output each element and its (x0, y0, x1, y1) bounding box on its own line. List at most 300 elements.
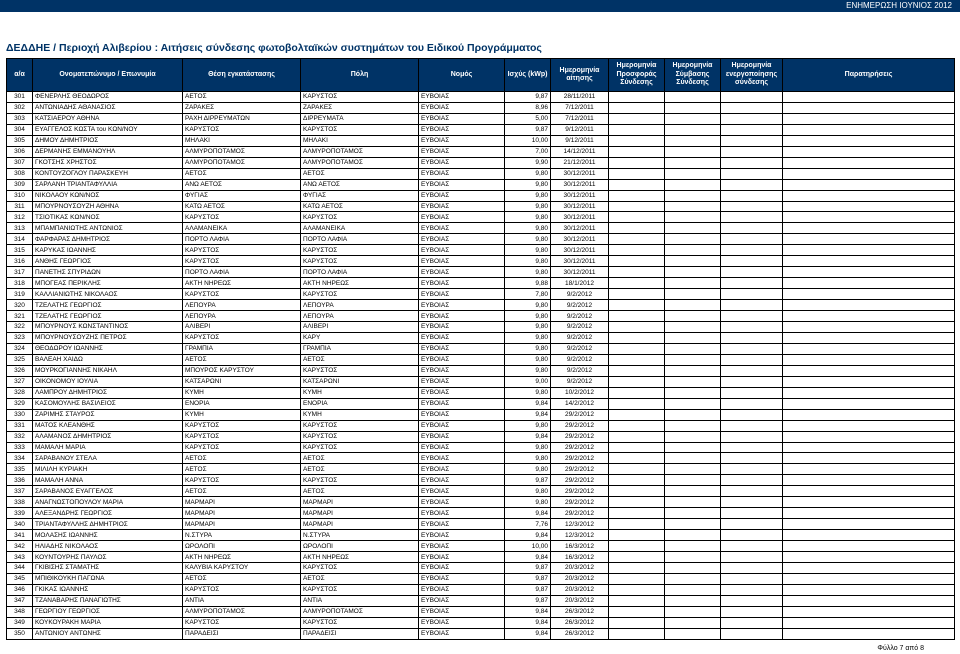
table-cell: ΚΑΡΥΣΤΟΣ (183, 124, 301, 135)
table-cell (721, 124, 783, 135)
table-row (7, 562, 955, 573)
table-cell: ΚΥΜΗ (301, 387, 419, 398)
table-cell (665, 376, 721, 387)
table-cell (721, 92, 783, 103)
table-cell (721, 519, 783, 530)
table-cell: ΚΑΡΥΣΤΟΣ (301, 289, 419, 300)
table-cell (721, 606, 783, 617)
table-cell: 28/11/2011 (551, 92, 609, 103)
table-cell: ΕΥΒΟΙΑΣ (419, 223, 505, 234)
table-cell: ΑΕΤΟΣ (183, 168, 301, 179)
table-cell: ΑΛΜΥΡΟΠΟΤΑΜΟΣ (301, 606, 419, 617)
table-cell: 9,80 (505, 223, 551, 234)
table-cell (609, 245, 665, 256)
table-cell (721, 376, 783, 387)
table-cell: ΚΑΡΥΣΤΟΣ (183, 475, 301, 486)
table-cell: ΕΥΒΟΙΑΣ (419, 420, 505, 431)
table-cell: 18/1/2012 (551, 278, 609, 289)
table-cell: ΕΥΒΟΙΑΣ (419, 102, 505, 113)
table-cell: ΚΑΡΥΣΤΟΣ (301, 475, 419, 486)
table-cell: 335 (7, 464, 33, 475)
table-row (7, 179, 955, 190)
table-cell: 9,80 (505, 442, 551, 453)
table-cell: 9,80 (505, 267, 551, 278)
table-cell: ΕΥΒΟΙΑΣ (419, 267, 505, 278)
table-cell (609, 92, 665, 103)
table-cell (609, 322, 665, 333)
table-cell: 303 (7, 113, 33, 124)
table-cell (783, 497, 955, 508)
table-cell: ΑΛΙΒΕΡΙ (301, 322, 419, 333)
table-cell: ΕΥΒΟΙΑΣ (419, 245, 505, 256)
table-cell: ΜΠΟΓΕΑΣ ΠΕΡΙΚΛΗΣ (33, 278, 183, 289)
table-cell: 7,76 (505, 519, 551, 530)
table-cell: ΤΡΙΑΝΤΑΦΥΛΛΗΣ ΔΗΜΗΤΡΙΟΣ (33, 519, 183, 530)
table-cell (609, 409, 665, 420)
table-cell: 9,80 (505, 322, 551, 333)
table-cell: 14/2/2012 (551, 398, 609, 409)
table-cell (721, 497, 783, 508)
table-cell (721, 530, 783, 541)
table-cell: 29/2/2012 (551, 442, 609, 453)
table-cell (721, 267, 783, 278)
table-cell: ΕΥΒΟΙΑΣ (419, 464, 505, 475)
table-cell: 16/3/2012 (551, 541, 609, 552)
table-cell: 9/2/2012 (551, 300, 609, 311)
table-cell: ΑΕΤΟΣ (301, 573, 419, 584)
table-cell: ΜΑΡΜΑΡΙ (183, 508, 301, 519)
table-cell: ΚΟΝΤΟΥΖΟΓΛΟΥ ΠΑΡΑΣΚΕΥΗ (33, 168, 183, 179)
table-row (7, 365, 955, 376)
table-cell: 9,80 (505, 212, 551, 223)
table-cell: ΕΥΒΟΙΑΣ (419, 453, 505, 464)
table-cell: ΚΑΛΥΒΙΑ ΚΑΡΥΣΤΟΥ (183, 562, 301, 573)
table-cell: ΕΥΒΟΙΑΣ (419, 584, 505, 595)
table-cell: 29/2/2012 (551, 464, 609, 475)
table-cell (609, 223, 665, 234)
table-cell: ΑΕΤΟΣ (183, 464, 301, 475)
table-cell: ΕΥΒΟΙΑΣ (419, 311, 505, 322)
table-cell: ΚΑΡΥΣΤΟΣ (301, 420, 419, 431)
table-cell: 333 (7, 442, 33, 453)
table-cell: ΜΑΤΟΣ ΚΛΕΑΝΘΗΣ (33, 420, 183, 431)
table-cell (783, 606, 955, 617)
table-cell: ΣΑΡΛΑΝΗ ΤΡΙΑΝΤΑΦΥΛΛΙΑ (33, 179, 183, 190)
table-row (7, 201, 955, 212)
table-cell: 10,00 (505, 135, 551, 146)
table-cell: 319 (7, 289, 33, 300)
table-cell: ΤΖΕΛΑΤΗΣ ΓΕΩΡΓΙΟΣ (33, 300, 183, 311)
table-cell: 9,80 (505, 464, 551, 475)
table-cell: 9,87 (505, 124, 551, 135)
table-cell: 29/2/2012 (551, 420, 609, 431)
table-cell (783, 584, 955, 595)
table-cell: ΕΝΟΡΙΑ (183, 398, 301, 409)
table-cell (665, 135, 721, 146)
column-header: Ισχύς (kWp) (505, 59, 551, 92)
table-cell (783, 267, 955, 278)
table-row (7, 322, 955, 333)
table-cell (609, 376, 665, 387)
table-cell: ΣΑΡΑΒΑΝΟΥ ΣΤΕΛΑ (33, 453, 183, 464)
table-cell: ΖΑΡΑΚΕΣ (301, 102, 419, 113)
table-cell (609, 365, 665, 376)
table-cell: 306 (7, 146, 33, 157)
table-cell (609, 584, 665, 595)
table-cell: ΕΥΒΟΙΑΣ (419, 530, 505, 541)
table-cell: ΕΥΒΟΙΑΣ (419, 595, 505, 606)
table-cell: ΚΑΡΥΣΤΟΣ (301, 562, 419, 573)
table-cell: 10,00 (505, 541, 551, 552)
table-cell: 30/12/2011 (551, 267, 609, 278)
table-cell: 9,80 (505, 245, 551, 256)
table-cell: ΚΑΡΥΣΤΟΣ (183, 442, 301, 453)
table-cell (783, 212, 955, 223)
table-cell: ΖΑΡΑΚΕΣ (183, 102, 301, 113)
table-cell: ΕΥΒΟΙΑΣ (419, 124, 505, 135)
table-cell: Ν.ΣΤΥΡΑ (301, 530, 419, 541)
table-cell: ΜΠΙΘΙΚΟΥΚΗ ΠΑΓΩΝΑ (33, 573, 183, 584)
table-cell: 328 (7, 387, 33, 398)
table-row (7, 464, 955, 475)
table-cell: 348 (7, 606, 33, 617)
table-cell: ΚΟΥΚΟΥΡΑΚΗ ΜΑΡΙΑ (33, 617, 183, 628)
table-cell: ΠΟΡΤΟ ΛΑΦΙΑ (183, 234, 301, 245)
table-cell (665, 398, 721, 409)
table-cell: ΜΑΡΜΑΡΙ (301, 508, 419, 519)
table-cell: ΕΥΒΟΙΑΣ (419, 617, 505, 628)
table-cell (609, 278, 665, 289)
table-cell (783, 113, 955, 124)
table-cell: ΜΟΥΡΚΟΓΙΑΝΝΗΣ ΝΙΚΑΗΛ (33, 365, 183, 376)
table-cell: 329 (7, 398, 33, 409)
table-cell: ΚΥΜΗ (183, 409, 301, 420)
table-cell (665, 486, 721, 497)
table-cell (665, 442, 721, 453)
table-cell (783, 464, 955, 475)
table-cell (665, 223, 721, 234)
table-cell: ΚΑΡΥΣΤΟΣ (301, 617, 419, 628)
table-cell: ΩΡΟΛΟΠΙ (183, 541, 301, 552)
table-cell (665, 245, 721, 256)
table-cell (783, 409, 955, 420)
table-cell (665, 464, 721, 475)
table-cell: ΚΑΡΥΣΤΟΣ (183, 420, 301, 431)
table-cell (665, 573, 721, 584)
table-cell (609, 289, 665, 300)
table-cell: ΕΥΒΟΙΑΣ (419, 332, 505, 343)
table-cell (783, 179, 955, 190)
table-cell: ΚΑΣΟΜΟΥΛΗΣ ΒΑΣΙΛΕΙΟΣ (33, 398, 183, 409)
table-cell: 9,87 (505, 584, 551, 595)
table-cell (721, 234, 783, 245)
table-cell: 320 (7, 300, 33, 311)
table-cell (721, 584, 783, 595)
table-body (7, 92, 955, 640)
table-row (7, 398, 955, 409)
table-cell (783, 628, 955, 639)
table-cell: ΔΗΜΟΥ ΔΗΜΗΤΡΙΟΣ (33, 135, 183, 146)
table-cell: 308 (7, 168, 33, 179)
table-cell: 30/12/2011 (551, 256, 609, 267)
table-cell: ΑΛΜΥΡΟΠΟΤΑΜΟΣ (183, 157, 301, 168)
table-cell (783, 332, 955, 343)
table-cell (665, 497, 721, 508)
table-cell: ΤΖΕΛΑΤΗΣ ΓΕΩΡΓΙΟΣ (33, 311, 183, 322)
table-cell: ΕΥΒΟΙΑΣ (419, 212, 505, 223)
table-cell (783, 541, 955, 552)
table-cell: ΚΑΡΥΣΤΟΣ (301, 92, 419, 103)
table-cell: ΚΑΡΥΚΑΣ ΙΩΑΝΝΗΣ (33, 245, 183, 256)
table-cell (783, 376, 955, 387)
table-cell: 9,84 (505, 530, 551, 541)
table-cell: 20/3/2012 (551, 573, 609, 584)
table-cell: ΕΥΒΟΙΑΣ (419, 278, 505, 289)
table-cell: 30/12/2011 (551, 168, 609, 179)
table-cell: ΜΑΡΜΑΡΙ (301, 519, 419, 530)
table-cell (783, 365, 955, 376)
table-cell (721, 387, 783, 398)
table-row (7, 278, 955, 289)
table-cell: 9/2/2012 (551, 365, 609, 376)
table-cell: 30/12/2011 (551, 212, 609, 223)
table-cell (609, 387, 665, 398)
column-header: Ονοματεπώνυμο / Επωνυμία (33, 59, 183, 92)
table-cell (609, 146, 665, 157)
table-cell: 29/2/2012 (551, 508, 609, 519)
table-cell: ΕΥΒΟΙΑΣ (419, 201, 505, 212)
table-cell (783, 322, 955, 333)
table-cell (665, 157, 721, 168)
table-cell (665, 453, 721, 464)
table-cell: ΑΝΤΩΝΙΟΥ ΑΝΤΩΝΗΣ (33, 628, 183, 639)
column-header: Θέση εγκατάστασης (183, 59, 301, 92)
table-cell: 30/12/2011 (551, 190, 609, 201)
table-cell: ΑΝΩ ΑΕΤΟΣ (183, 179, 301, 190)
table-cell: ΛΕΠΟΥΡΑ (183, 300, 301, 311)
table-cell (665, 387, 721, 398)
table-cell (783, 573, 955, 584)
table-cell: 327 (7, 376, 33, 387)
table-cell (721, 453, 783, 464)
table-cell: ΑΛΜΥΡΟΠΟΤΑΜΟΣ (301, 146, 419, 157)
table-cell (783, 245, 955, 256)
table-cell (721, 135, 783, 146)
table-cell (721, 113, 783, 124)
table-row (7, 300, 955, 311)
table-cell: ΑΕΤΟΣ (301, 453, 419, 464)
table-cell: 9,00 (505, 376, 551, 387)
table-cell (665, 475, 721, 486)
table-cell: ΑΕΤΟΣ (301, 464, 419, 475)
table-cell: 332 (7, 431, 33, 442)
table-cell: 20/3/2012 (551, 562, 609, 573)
table-cell (721, 190, 783, 201)
table-cell: ΠΟΡΤΟ ΛΑΦΙΑ (301, 234, 419, 245)
table-cell (609, 267, 665, 278)
table-cell (665, 420, 721, 431)
table-cell: ΠΟΡΤΟ ΛΑΦΙΑ (301, 267, 419, 278)
table-cell (783, 157, 955, 168)
table-cell: 7/12/2011 (551, 113, 609, 124)
table-cell (721, 212, 783, 223)
table-cell: ΕΥΒΟΙΑΣ (419, 354, 505, 365)
table-cell: 29/2/2012 (551, 409, 609, 420)
table-cell: 9,80 (505, 420, 551, 431)
table-cell (665, 552, 721, 563)
table-cell: 315 (7, 245, 33, 256)
table-row (7, 92, 955, 103)
table-cell (665, 354, 721, 365)
table-cell (609, 486, 665, 497)
table-cell: 30/12/2011 (551, 234, 609, 245)
table-row (7, 541, 955, 552)
table-cell: ΜΙΛΙΛΗ ΚΥΡΙΑΚΗ (33, 464, 183, 475)
table-cell: ΚΑΡΥΣΤΟΣ (183, 584, 301, 595)
table-cell: 344 (7, 562, 33, 573)
table-cell: 9,88 (505, 278, 551, 289)
table-cell: ΕΥΒΟΙΑΣ (419, 508, 505, 519)
table-cell: 9,80 (505, 486, 551, 497)
table-cell (783, 420, 955, 431)
table-cell (783, 190, 955, 201)
table-cell: 29/2/2012 (551, 431, 609, 442)
table-cell: ΕΥΒΟΙΑΣ (419, 256, 505, 267)
table-cell: ΕΥΒΟΙΑΣ (419, 179, 505, 190)
table-cell (721, 332, 783, 343)
table-cell: ΑΝΘΗΣ ΓΕΩΡΓΙΟΣ (33, 256, 183, 267)
table-cell: 14/12/2011 (551, 146, 609, 157)
table-cell: 30/12/2011 (551, 245, 609, 256)
table-cell (665, 289, 721, 300)
table-cell: 342 (7, 541, 33, 552)
table-cell (665, 562, 721, 573)
table-header (7, 59, 955, 92)
table-cell: ΕΥΒΟΙΑΣ (419, 431, 505, 442)
table-cell: 20/3/2012 (551, 584, 609, 595)
table-row (7, 256, 955, 267)
table-cell: 318 (7, 278, 33, 289)
table-cell (783, 168, 955, 179)
table-cell (665, 508, 721, 519)
table-cell: 7,80 (505, 289, 551, 300)
table-cell (721, 431, 783, 442)
table-cell (721, 201, 783, 212)
table-cell: 343 (7, 552, 33, 563)
table-cell: 330 (7, 409, 33, 420)
table-cell: 9,90 (505, 157, 551, 168)
table-cell: 312 (7, 212, 33, 223)
table-cell (609, 453, 665, 464)
table-cell: 9,80 (505, 201, 551, 212)
table-cell (665, 628, 721, 639)
table-cell (721, 628, 783, 639)
table-cell: 9,84 (505, 398, 551, 409)
table-cell (609, 475, 665, 486)
table-cell (609, 256, 665, 267)
table-cell (721, 486, 783, 497)
table-cell: 9/2/2012 (551, 376, 609, 387)
table-row (7, 113, 955, 124)
table-cell: ΑΛΑΜΑΝΕΙΚΑ (183, 223, 301, 234)
table-cell: 309 (7, 179, 33, 190)
table-cell: 9,80 (505, 497, 551, 508)
table-cell (665, 190, 721, 201)
table-cell: 316 (7, 256, 33, 267)
table-cell (609, 530, 665, 541)
table-cell: 301 (7, 92, 33, 103)
table-cell (721, 168, 783, 179)
table-cell: 325 (7, 354, 33, 365)
table-cell (721, 508, 783, 519)
table-cell: ΑΕΤΟΣ (183, 573, 301, 584)
table-row (7, 124, 955, 135)
table-cell: 9/12/2011 (551, 135, 609, 146)
table-cell (783, 398, 955, 409)
table-cell (665, 541, 721, 552)
table-cell: ΕΥΒΟΙΑΣ (419, 135, 505, 146)
table-cell: ΕΥΒΟΙΑΣ (419, 475, 505, 486)
table-cell: ΜΑΜΑΛΗ ΜΑΡΙΑ (33, 442, 183, 453)
table-cell: 30/12/2011 (551, 223, 609, 234)
table-cell (721, 420, 783, 431)
table-row (7, 519, 955, 530)
table-cell (783, 146, 955, 157)
table-cell (609, 573, 665, 584)
table-cell: 346 (7, 584, 33, 595)
table-cell (665, 519, 721, 530)
table-cell: 9/2/2012 (551, 311, 609, 322)
table-cell (721, 442, 783, 453)
table-cell (783, 223, 955, 234)
table-cell (609, 157, 665, 168)
table-cell (721, 245, 783, 256)
update-label: ΕΝΗΜΕΡΩΣΗ ΙΟΥΝΙΟΣ 2012 (846, 1, 952, 10)
table-cell: ΚΑΡΥΣΤΟΣ (301, 124, 419, 135)
table-cell (609, 541, 665, 552)
table-cell: ΦΕΝΕΡΛΗΣ ΘΕΟΔΩΡΟΣ (33, 92, 183, 103)
table-cell: 29/2/2012 (551, 486, 609, 497)
table-row (7, 102, 955, 113)
table-cell: ΑΕΤΟΣ (183, 453, 301, 464)
table-cell (783, 530, 955, 541)
table-cell: ΚΑΡΥΣΤΟΣ (183, 431, 301, 442)
table-cell: 7/12/2011 (551, 102, 609, 113)
table-cell: 9/2/2012 (551, 354, 609, 365)
table-cell (609, 179, 665, 190)
applications-table (6, 58, 955, 640)
table-cell: 9,80 (505, 168, 551, 179)
table-cell (783, 234, 955, 245)
table-cell: 9,84 (505, 628, 551, 639)
table-cell: ΚΑΡΥΣΤΟΣ (301, 431, 419, 442)
table-cell (721, 617, 783, 628)
table-cell: ΜΠΟΥΡΟΣ ΚΑΡΥΣΤΟΥ (183, 365, 301, 376)
table-cell (783, 508, 955, 519)
table-cell: 339 (7, 508, 33, 519)
table-cell: 324 (7, 343, 33, 354)
table-row (7, 190, 955, 201)
table-cell: 311 (7, 201, 33, 212)
table-cell: ΚΥΜΗ (301, 409, 419, 420)
table-cell: ΑΛΜΥΡΟΠΟΤΑΜΟΣ (183, 606, 301, 617)
table-cell: ΕΥΒΟΙΑΣ (419, 157, 505, 168)
table-cell: ΜΠΟΥΡΝΟΥΣΟΥΖΗΣ ΠΕΤΡΟΣ (33, 332, 183, 343)
table-cell (609, 332, 665, 343)
table-cell: 29/2/2012 (551, 453, 609, 464)
table-cell (609, 113, 665, 124)
table-cell (609, 497, 665, 508)
